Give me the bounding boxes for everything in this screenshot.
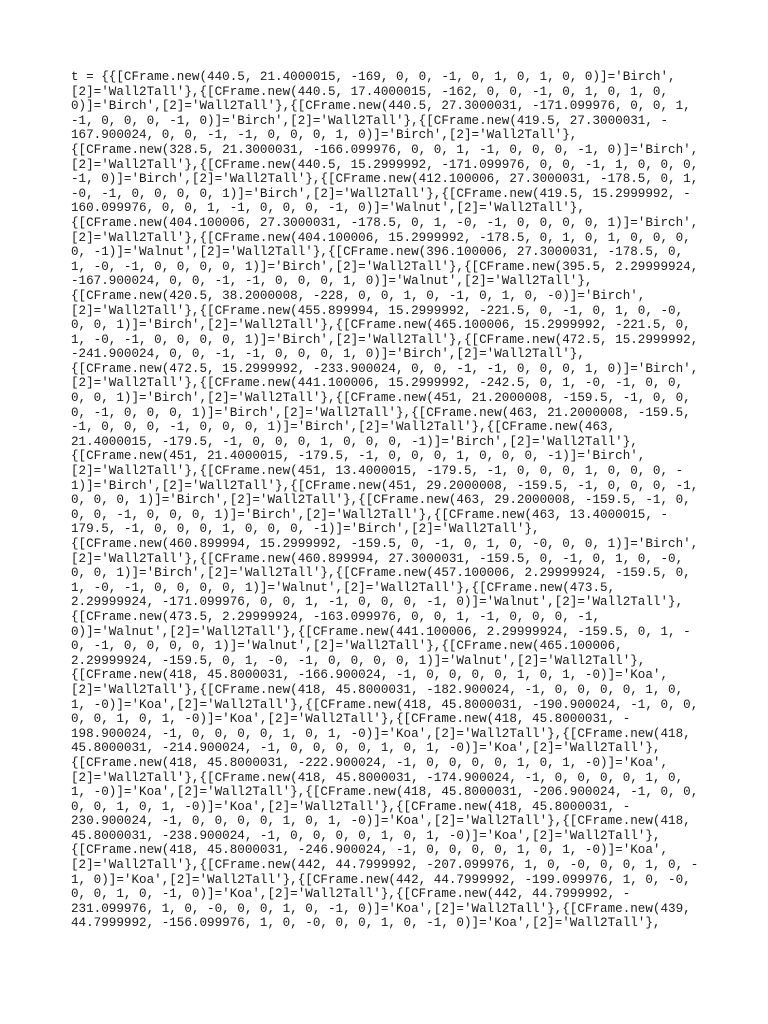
code-line: [2]='Wall2Tall'},{[CFrame.new(440.5, 17.4000015, -162, 0, 0, -1, 0, 1, 0, 1, 0, [71,84,669,99]
code-line: 1, -0, -1, 0, 0, 0, 0, 1)]='Walnut',[2]='Wall2Tall'},{[CFrame.new(473.5, [71,580,616,595]
code-line: 44.7999992, -156.099976, 1, 0, -0, 0, 0, 1, 0, -1, 0)]='Koa',[2]='Wall2Tall'}, [71,916,661,931]
code-line: 45.8000031, -214.900024, -1, 0, 0, 0, 0, 1, 0, 1, -0)]='Koa',[2]='Wall2Tall'}, [71,741,661,756]
code-line: 1, -0)]='Koa',[2]='Wall2Tall'},{[CFrame.new(418, 45.8000031, -190.900024, -1, 0, 0, [71,697,699,712]
code-line: [2]='Wall2Tall'},{[CFrame.new(442, 44.7999992, -207.099976, 1, 0, -0, 0, 0, 1, 0, - [71,858,699,873]
code-line: {[CFrame.new(418, 45.8000031, -222.900024, -1, 0, 0, 0, 0, 1, 0, 1, -0)]='Koa', [71,755,669,770]
code-line: 0, 0, 1, 0, 1, -0)]='Koa',[2]='Wall2Tall'},{[CFrame.new(418, 45.8000031, - [71,799,631,814]
code-line: {[CFrame.new(451, 21.4000015, -179.5, -1, 0, 0, 0, 1, 0, 0, 0, -1)]='Birch', [71,449,646,464]
code-line: [2]='Wall2Tall'},{[CFrame.new(455.899994, 15.2999992, -221.5, 0, -1, 0, 1, 0, -0, [71,303,684,318]
code-line: [2]='Wall2Tall'},{[CFrame.new(440.5, 15.2999992, -171.099976, 0, 0, -1, 1, 0, 0, 0, [71,157,699,172]
code-line: 231.099976, 1, 0, -0, 0, 0, 1, 0, -1, 0)]='Koa',[2]='Wall2Tall'},{[CFrame.new(439, [71,901,691,916]
code-line: 167.900024, 0, 0, -1, -1, 0, 0, 0, 1, 0)]='Birch',[2]='Wall2Tall'}, [71,128,578,143]
code-line: 0, 0, 1)]='Birch',[2]='Wall2Tall'},{[CFrame.new(465.100006, 15.2999992, -221.5, 0, [71,318,691,333]
code-line: [2]='Wall2Tall'},{[CFrame.new(451, 13.4000015, -179.5, -1, 0, 0, 0, 1, 0, 0, 0, - [71,464,684,479]
code-line: 2.29999924, -171.099976, 0, 0, 1, -1, 0, 0, 0, -1, 0)]='Walnut',[2]='Wall2Tall'}, [71,595,684,610]
code-line: -1, 0)]='Birch',[2]='Wall2Tall'},{[CFrame.new(412.100006, 27.3000031, -178.5, 0, 1, [71,172,699,187]
code-line: -1, 0, 0, 0, -1, 0, 0, 0, 1)]='Birch',[2]='Wall2Tall'},{[CFrame.new(463, [71,420,616,435]
code-line: 1)]='Birch',[2]='Wall2Tall'},{[CFrame.new(451, 29.2000008, -159.5, -1, 0, 0, 0, -1, [71,478,699,493]
code-line: [2]='Wall2Tall'},{[CFrame.new(418, 45.8000031, -174.900024, -1, 0, 0, 0, 0, 1, 0, [71,770,684,785]
code-line: {[CFrame.new(328.5, 21.3000031, -166.099976, 0, 0, 1, -1, 0, 0, 0, -1, 0)]='Birch', [71,142,699,157]
code-line: {[CFrame.new(420.5, 38.2000008, -228, 0, 0, 1, 0, -1, 0, 1, 0, -0)]='Birch', [71,288,646,303]
code-line: 198.900024, -1, 0, 0, 0, 0, 1, 0, 1, -0)]='Koa',[2]='Wall2Tall'},{[CFrame.new(418, [71,726,691,741]
code-line: {[CFrame.new(418, 45.8000031, -166.900024, -1, 0, 0, 0, 0, 1, 0, 1, -0)]='Koa', [71,668,669,683]
code-line: {[CFrame.new(404.100006, 27.3000031, -178.5, 0, 1, -0, -1, 0, 0, 0, 0, 1)]='Birch', [71,215,699,230]
code-line: {[CFrame.new(473.5, 2.29999924, -163.099976, 0, 0, 1, -1, 0, 0, 0, -1, [71,609,601,624]
code-line: 0)]='Birch',[2]='Wall2Tall'},{[CFrame.new(440.5, 27.3000031, -171.099976, 0, 0, 1, [71,99,691,114]
code-line: 0, -1, 0, 0, 0, 0, 1)]='Walnut',[2]='Wall2Tall'},{[CFrame.new(465.100006, [71,639,623,654]
code-line: 2.29999924, -159.5, 0, 1, -0, -1, 0, 0, 0, 0, 1)]='Walnut',[2]='Wall2Tall'}, [71,653,646,668]
code-line: -0, -1, 0, 0, 0, 0, 1)]='Birch',[2]='Wall2Tall'},{[CFrame.new(419.5, 15.2999992, - [71,186,691,201]
code-line: 230.900024, -1, 0, 0, 0, 0, 1, 0, 1, -0)]='Koa',[2]='Wall2Tall'},{[CFrame.new(418, [71,814,691,829]
code-line: 1, -0)]='Koa',[2]='Wall2Tall'},{[CFrame.new(418, 45.8000031, -206.900024, -1, 0, 0, [71,785,699,800]
code-line: -241.900024, 0, 0, -1, -1, 0, 0, 0, 1, 0)]='Birch',[2]='Wall2Tall'}, [71,347,585,362]
code-line: [2]='Wall2Tall'},{[CFrame.new(460.899994, 27.3000031, -159.5, 0, -1, 0, 1, 0, -0, [71,551,684,566]
code-line: -167.900024, 0, 0, -1, -1, 0, 0, 0, 1, 0)]='Walnut',[2]='Wall2Tall'}, [71,274,593,289]
code-document [71,70,701,931]
code-line: 1, -0, -1, 0, 0, 0, 0, 1)]='Birch',[2]='Wall2Tall'},{[CFrame.new(472.5, 15.2999992, [71,332,699,347]
code-line: 0, 0, 0, 1)]='Birch',[2]='Wall2Tall'},{[CFrame.new(463, 29.2000008, -159.5, -1, 0, [71,493,691,508]
code-line: {[CFrame.new(472.5, 15.2999992, -233.900024, 0, 0, -1, -1, 0, 0, 0, 1, 0)]='Birch', [71,361,699,376]
code-line: 0, 0, 1, 0, -1, 0)]='Koa',[2]='Wall2Tall'},{[CFrame.new(442, 44.7999992, - [71,887,631,902]
code-line: -1, 0, 0, 0, -1, 0)]='Birch',[2]='Wall2Tall'},{[CFrame.new(419.5, 27.3000031, - [71,113,669,128]
code-line: 0, -1, 0, 0, 0, 1)]='Birch',[2]='Wall2Tall'},{[CFrame.new(463, 21.2000008, -159.5, [71,405,691,420]
code-line: {[CFrame.new(418, 45.8000031, -246.900024, -1, 0, 0, 0, 0, 1, 0, 1, -0)]='Koa', [71,843,669,858]
code-line: 45.8000031, -238.900024, -1, 0, 0, 0, 0, 1, 0, 1, -0)]='Koa',[2]='Wall2Tall'}, [71,828,661,843]
code-line: 1, -0, -1, 0, 0, 0, 0, 1)]='Birch',[2]='Wall2Tall'},{[CFrame.new(395.5, 2.29999924, [71,259,699,274]
code-line: 179.5, -1, 0, 0, 0, 1, 0, 0, 0, -1)]='Birch',[2]='Wall2Tall'}, [71,522,540,537]
code-line: 21.4000015, -179.5, -1, 0, 0, 0, 1, 0, 0, 0, -1)]='Birch',[2]='Wall2Tall'}, [71,434,638,449]
code-line: 0, -1)]='Walnut',[2]='Wall2Tall'},{[CFrame.new(396.100006, 27.3000031, -178.5, 0, [71,245,684,260]
code-line: [2]='Wall2Tall'},{[CFrame.new(441.100006, 15.2999992, -242.5, 0, 1, -0, -1, 0, 0, [71,376,684,391]
code-line: 0)]='Walnut',[2]='Wall2Tall'},{[CFrame.new(441.100006, 2.29999924, -159.5, 0, 1, - [71,624,691,639]
code-line: 0, 0, -1, 0, 0, 0, 1)]='Birch',[2]='Wall2Tall'},{[CFrame.new(463, 13.4000015, - [71,507,669,522]
code-line: [2]='Wall2Tall'},{[CFrame.new(418, 45.8000031, -182.900024, -1, 0, 0, 0, 0, 1, 0, [71,682,684,697]
code-line: 0, 0, 1, 0, 1, -0)]='Koa',[2]='Wall2Tall'},{[CFrame.new(418, 45.8000031, - [71,712,631,727]
code-line: 1, 0)]='Koa',[2]='Wall2Tall'},{[CFrame.new(442, 44.7999992, -199.099976, 1, 0, -0, [71,872,691,887]
code-line: 160.099976, 0, 0, 1, -1, 0, 0, 0, -1, 0)]='Walnut',[2]='Wall2Tall'}, [71,201,585,216]
code-line: 0, 0, 1)]='Birch',[2]='Wall2Tall'},{[CFrame.new(457.100006, 2.29999924, -159.5, 0, [71,566,691,581]
code-line: 0, 0, 1)]='Birch',[2]='Wall2Tall'},{[CFrame.new(451, 21.2000008, -159.5, -1, 0, 0, [71,391,691,406]
code-line: [2]='Wall2Tall'},{[CFrame.new(404.100006, 15.2999992, -178.5, 0, 1, 0, 1, 0, 0, 0, [71,230,691,245]
code-line: t = {{[CFrame.new(440.5, 21.4000015, -169, 0, 0, -1, 0, 1, 0, 1, 0, 0)]='Birch', [71,70,676,84]
code-line: {[CFrame.new(460.899994, 15.2999992, -159.5, 0, -1, 0, 1, 0, -0, 0, 0, 1)]='Birch', [71,537,699,551]
code-body [71,70,701,931]
